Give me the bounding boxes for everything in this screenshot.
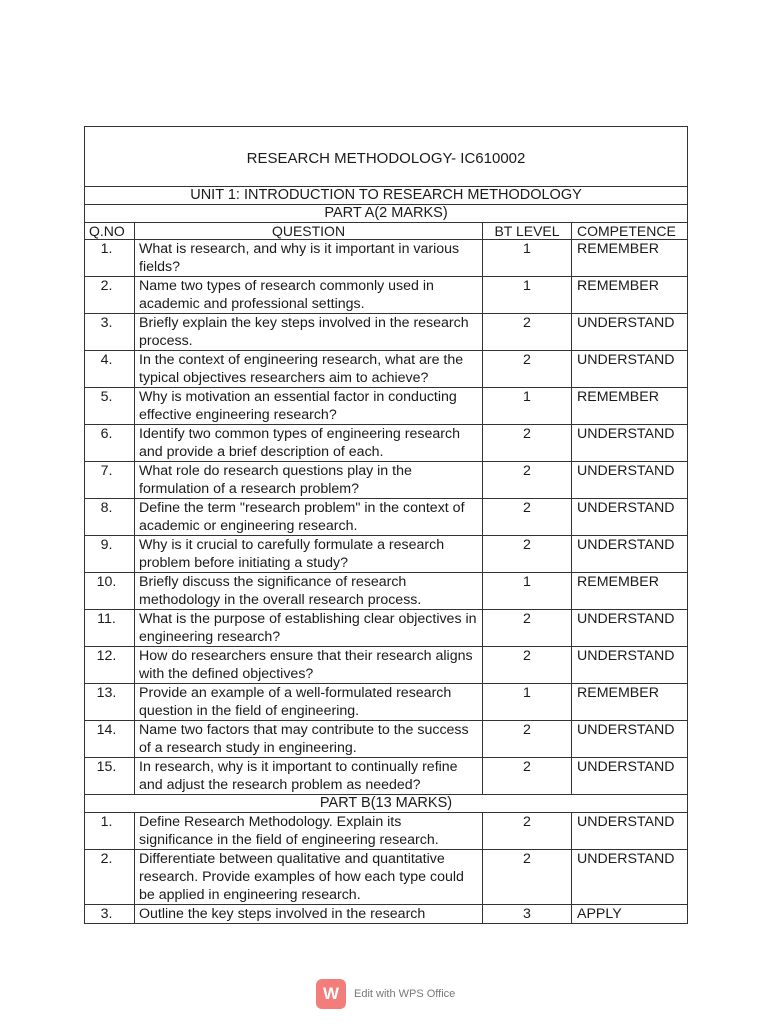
table-row (85, 758, 688, 795)
table-row (85, 850, 688, 905)
competence: UNDERSTAND (572, 647, 688, 684)
question-number: 5. (85, 388, 135, 425)
competence: REMEMBER (572, 388, 688, 425)
table-header (85, 223, 688, 240)
bt-level: 2 (483, 462, 572, 499)
question-text: Provide an example of a well-formulated research question in the field of engineering. (135, 684, 483, 721)
part-b-heading: PART B(13 MARKS) (85, 795, 688, 813)
competence: UNDERSTAND (572, 813, 688, 850)
bt-level: 2 (483, 721, 572, 758)
competence: UNDERSTAND (572, 425, 688, 462)
question-text: Identify two common types of engineering research and provide a brief description of each. (135, 425, 483, 462)
bt-level: 2 (483, 536, 572, 573)
competence: REMEMBER (572, 573, 688, 610)
bt-level: 1 (483, 240, 572, 277)
question-text: Why is it crucial to carefully formulate a research problem before initiating a study? (135, 536, 483, 573)
bt-level: 2 (483, 425, 572, 462)
question-number: 13. (85, 684, 135, 721)
question-number: 10. (85, 573, 135, 610)
question-number: 2. (85, 277, 135, 314)
table-row (85, 462, 688, 499)
question-number: 3. (85, 314, 135, 351)
competence: UNDERSTAND (572, 314, 688, 351)
table-row (85, 813, 688, 850)
document-title: RESEARCH METHODOLOGY- IC610002 (85, 127, 688, 187)
bt-level: 1 (483, 573, 572, 610)
question-text: Why is motivation an essential factor in conducting effective engineering research? (135, 388, 483, 425)
wps-logo-icon: W (316, 979, 346, 1009)
bt-level: 2 (483, 813, 572, 850)
question-number: 4. (85, 351, 135, 388)
question-text: Define Research Methodology. Explain its significance in the field of engineering research. (135, 813, 483, 850)
table-row (85, 721, 688, 758)
table-row (85, 351, 688, 388)
question-text: Name two factors that may contribute to the success of a research study in engineering. (135, 721, 483, 758)
bt-level: 2 (483, 758, 572, 795)
question-text: Briefly explain the key steps involved in the research process. (135, 314, 483, 351)
table-row (85, 388, 688, 425)
table-row (85, 536, 688, 573)
question-number: 15. (85, 758, 135, 795)
bt-level: 2 (483, 610, 572, 647)
wps-edit-banner[interactable] (316, 979, 455, 1009)
bt-level: 3 (483, 905, 572, 924)
competence: UNDERSTAND (572, 462, 688, 499)
question-number: 9. (85, 536, 135, 573)
bt-level: 2 (483, 351, 572, 388)
question-text: What role do research questions play in the formulation of a research problem? (135, 462, 483, 499)
col-header-bt-level: BT LEVEL (483, 223, 572, 240)
bt-level: 2 (483, 850, 572, 905)
question-number: 1. (85, 240, 135, 277)
question-table (84, 126, 688, 924)
question-text: Outline the key steps involved in the research (135, 905, 483, 924)
col-header-qno: Q.NO (85, 223, 135, 240)
col-header-question: QUESTION (135, 223, 483, 240)
col-header-competence: COMPETENCE (572, 223, 688, 240)
bt-level: 2 (483, 314, 572, 351)
table-row (85, 425, 688, 462)
competence: UNDERSTAND (572, 850, 688, 905)
question-bank-page (84, 126, 687, 924)
table-row (85, 277, 688, 314)
bt-level: 1 (483, 277, 572, 314)
table-row (85, 684, 688, 721)
question-text: Briefly discuss the significance of research methodology in the overall research process. (135, 573, 483, 610)
bt-level: 1 (483, 684, 572, 721)
question-number: 14. (85, 721, 135, 758)
competence: UNDERSTAND (572, 536, 688, 573)
bt-level: 1 (483, 388, 572, 425)
table-row (85, 314, 688, 351)
question-text: Differentiate between qualitative and quantitative research. Provide examples of how each type could be applied in engineering research. (135, 850, 483, 905)
wps-edit-label: Edit with WPS Office (354, 988, 456, 1000)
table-row (85, 647, 688, 684)
competence: UNDERSTAND (572, 351, 688, 388)
question-text: How do researchers ensure that their research aligns with the defined objectives? (135, 647, 483, 684)
competence: UNDERSTAND (572, 610, 688, 647)
competence: REMEMBER (572, 277, 688, 314)
question-number: 6. (85, 425, 135, 462)
question-text: Define the term "research problem" in the context of academic or engineering research. (135, 499, 483, 536)
question-number: 7. (85, 462, 135, 499)
competence: REMEMBER (572, 684, 688, 721)
question-number: 1. (85, 813, 135, 850)
competence: UNDERSTAND (572, 758, 688, 795)
table-row (85, 499, 688, 536)
question-number: 8. (85, 499, 135, 536)
question-text: What is research, and why is it important in various fields? (135, 240, 483, 277)
table-row (85, 573, 688, 610)
part-a-heading: PART A(2 MARKS) (85, 205, 688, 223)
unit-heading: UNIT 1: INTRODUCTION TO RESEARCH METHODOLOGY (85, 187, 688, 205)
table-row (85, 240, 688, 277)
table-row (85, 905, 688, 924)
question-number: 2. (85, 850, 135, 905)
question-text: In research, why is it important to continually refine and adjust the research problem as needed? (135, 758, 483, 795)
question-text: Name two types of research commonly used in academic and professional settings. (135, 277, 483, 314)
question-number: 11. (85, 610, 135, 647)
question-number: 12. (85, 647, 135, 684)
bt-level: 2 (483, 499, 572, 536)
question-text: What is the purpose of establishing clear objectives in engineering research? (135, 610, 483, 647)
competence: REMEMBER (572, 240, 688, 277)
competence: UNDERSTAND (572, 499, 688, 536)
competence: UNDERSTAND (572, 721, 688, 758)
bt-level: 2 (483, 647, 572, 684)
competence: APPLY (572, 905, 688, 924)
question-text: In the context of engineering research, what are the typical objectives researchers aim to achieve? (135, 351, 483, 388)
table-row (85, 610, 688, 647)
question-number: 3. (85, 905, 135, 924)
